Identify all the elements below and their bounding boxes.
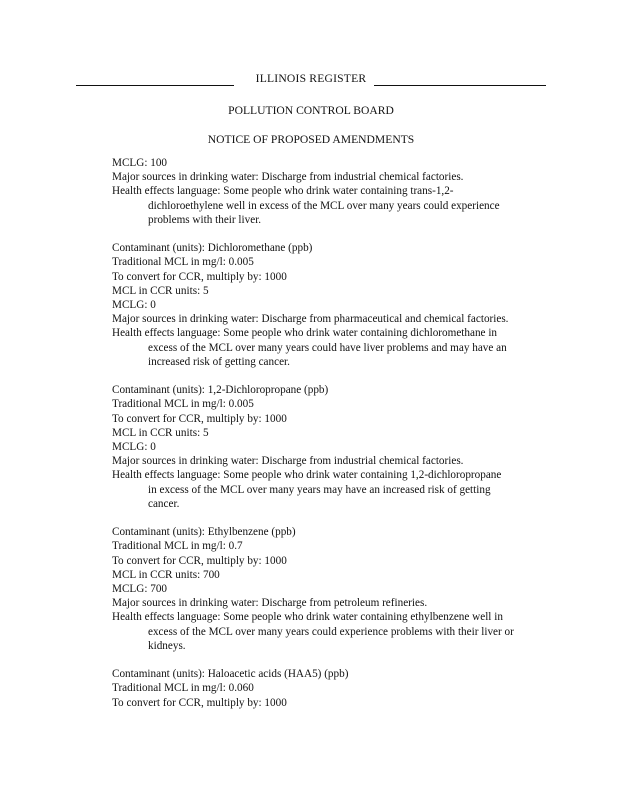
header-rule-right xyxy=(374,85,546,86)
text-line: problems with their liver. xyxy=(148,213,262,226)
text-line: MCLG: 0 xyxy=(112,441,156,454)
paragraph-gap xyxy=(112,369,552,383)
text-line: Traditional MCL in mg/l: 0.005 xyxy=(112,256,254,269)
text-line: Traditional MCL in mg/l: 0.060 xyxy=(112,682,254,695)
text-line: To convert for CCR, multiply by: 1000 xyxy=(112,554,287,567)
text-line: To convert for CCR, multiply by: 1000 xyxy=(112,412,287,425)
text-line: Health effects language: Some people who drink water containing dichloromethane in xyxy=(112,327,498,340)
text-line: Major sources in drinking water: Discharge from industrial chemical factories. xyxy=(112,455,464,468)
text-line: kidneys. xyxy=(148,639,186,652)
text-line: Traditional MCL in mg/l: 0.005 xyxy=(112,398,254,411)
text-line: MCL in CCR units: 5 xyxy=(112,284,209,297)
text-line: MCL in CCR units: 700 xyxy=(112,568,220,581)
text-line: Major sources in drinking water: Discharge from industrial chemical factories. xyxy=(112,171,464,184)
text-line: MCL in CCR units: 5 xyxy=(112,426,209,439)
text-line: MCLG: 700 xyxy=(112,583,168,596)
text-line: Major sources in drinking water: Discharge from petroleum refineries. xyxy=(112,597,428,610)
text-line: Health effects language: Some people who drink water containing ethylbenzene well in xyxy=(112,611,503,624)
document-body xyxy=(112,156,552,710)
text-line: increased risk of getting cancer. xyxy=(148,355,290,368)
text-line: To convert for CCR, multiply by: 1000 xyxy=(112,270,287,283)
paragraph-gap xyxy=(112,227,552,241)
register-title: ILLINOIS REGISTER xyxy=(255,72,367,85)
text-line: in excess of the MCL over many years may have an increased risk of getting xyxy=(148,483,491,496)
board-title: POLLUTION CONTROL BOARD xyxy=(228,104,394,117)
text-line: MCLG: 100 xyxy=(112,157,168,169)
text-line: Major sources in drinking water: Discharge from pharmaceutical and chemical factories. xyxy=(112,313,509,326)
text-line: excess of the MCL over many years could experience problems with their liver or xyxy=(148,625,514,638)
text-line: Health effects language: Some people who drink water containing trans-1,2- xyxy=(112,185,454,198)
text-line: cancer. xyxy=(148,497,180,510)
notice-title: NOTICE OF PROPOSED AMENDMENTS xyxy=(207,133,415,146)
paragraph-gap xyxy=(112,511,552,525)
text-line: Contaminant (units): 1,2-Dichloropropane (ppb) xyxy=(112,384,329,397)
text-line: dichloroethylene well in excess of the MCL over many years could experience xyxy=(148,199,500,212)
text-line: excess of the MCL over many years could have liver problems and may have an xyxy=(148,341,507,354)
text-line: Contaminant (units): Ethylbenzene (ppb) xyxy=(112,526,296,539)
text-line: Contaminant (units): Dichloromethane (ppb) xyxy=(112,242,313,255)
text-line: Contaminant (units): Haloacetic acids (HAA5) (ppb) xyxy=(112,668,349,681)
text-line: Traditional MCL in mg/l: 0.7 xyxy=(112,540,243,553)
text-line: MCLG: 0 xyxy=(112,299,156,312)
paragraph-gap xyxy=(112,653,552,667)
text-line: To convert for CCR, multiply by: 1000 xyxy=(112,696,287,709)
text-line: Health effects language: Some people who drink water containing 1,2-dichloropropane xyxy=(112,469,502,482)
